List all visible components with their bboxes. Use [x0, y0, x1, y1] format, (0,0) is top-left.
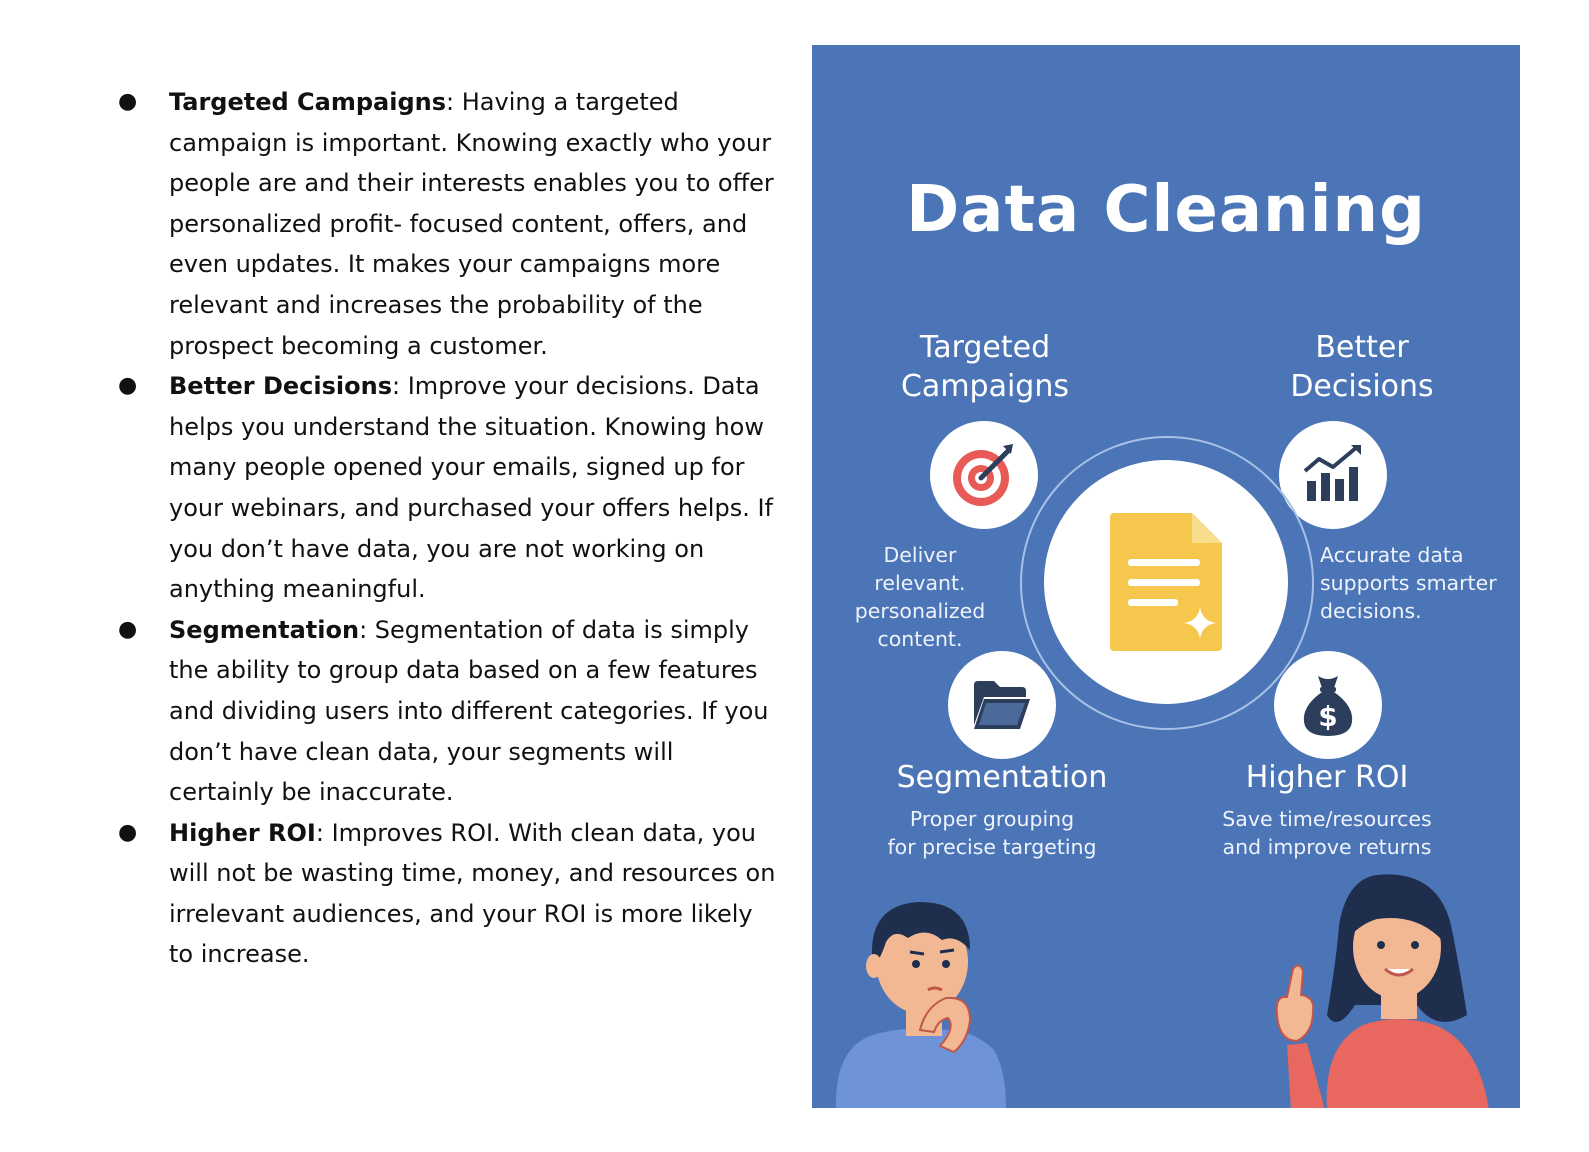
item-term: Higher ROI: [169, 818, 316, 847]
list-item: [112, 610, 777, 813]
targeted-desc-line: relevant.: [874, 571, 966, 595]
bullet: ●: [118, 373, 138, 399]
item-term: Targeted Campaigns: [169, 88, 447, 116]
svg-text:$: $: [1318, 700, 1338, 733]
item-text: : Improves ROI. With clean data, you will not be wasting time, money, and resources on irrelevant audiences, and your ROI is more likely to increase.: [169, 818, 776, 969]
targeted-description: [840, 541, 1000, 653]
targeted-heading-line2: Campaigns: [900, 369, 1069, 404]
roi-desc-line: and improve returns: [1222, 835, 1432, 859]
better-heading: [1232, 328, 1492, 406]
item-text: : Having a targeted campaign is important. Knowing exactly who your people are and their interests enables you to offer personalized profit- focused content, offers, and even updates. It makes your campaigns more relevant and increases the probability of the prospect becoming a customer.: [169, 88, 774, 360]
segmentation-desc-line: Proper grouping: [909, 807, 1075, 831]
document-icon: [1044, 460, 1288, 704]
bullet: ●: [118, 89, 138, 114]
better-heading-line2: Decisions: [1290, 369, 1434, 404]
folder-icon: [948, 651, 1056, 759]
better-desc-line: supports smarter: [1320, 571, 1497, 595]
targeted-desc-line: content.: [877, 627, 963, 651]
target-icon: [930, 421, 1038, 529]
better-desc-line: Accurate data: [1320, 543, 1464, 567]
better-desc-line: decisions.: [1320, 599, 1422, 623]
bullet: ●: [118, 819, 138, 845]
money-bag-icon: [1274, 651, 1382, 759]
better-heading-line1: Better: [1315, 330, 1409, 365]
item-term: Better Decisions: [169, 372, 393, 401]
list-item: [112, 813, 777, 975]
item-term: Segmentation: [169, 615, 360, 644]
targeted-desc-line: personalized: [854, 599, 986, 623]
document-body: [112, 82, 777, 975]
infographic-panel: [812, 45, 1520, 1108]
item-text: : Segmentation of data is simply the ability to group data based on a few features and dividing users into different categories. If you don’t have clean data, your segments will certainly be inaccurate.: [169, 615, 769, 807]
thumbs-up-woman-illustration: [1267, 865, 1507, 1108]
targeted-heading: [860, 328, 1110, 406]
list-item: [112, 366, 777, 610]
roi-description: [1197, 805, 1457, 861]
roi-heading: Higher ROI: [1245, 760, 1409, 795]
item-text: : Improve your decisions. Data helps you understand the situation. Knowing how many people opened your emails, signed up for your webinars, and purchased your offers helps. If you don’t have data, you are not working on anything meaningful.: [169, 372, 773, 604]
roi-desc-line: Save time/resources: [1222, 807, 1432, 831]
segmentation-description: [862, 805, 1122, 861]
segmentation-desc-line: for precise targeting: [887, 835, 1097, 859]
segmentation-heading: Segmentation: [896, 760, 1108, 795]
list-item: [112, 82, 777, 366]
thinking-man-illustration: [830, 880, 1030, 1108]
bullet: ●: [118, 616, 138, 642]
better-description: [1320, 541, 1520, 625]
benefit-list: [112, 82, 777, 975]
infographic-title: Data Cleaning: [906, 173, 1426, 247]
targeted-heading-line1: Targeted: [919, 330, 1051, 365]
targeted-desc-line: Deliver: [883, 543, 957, 567]
